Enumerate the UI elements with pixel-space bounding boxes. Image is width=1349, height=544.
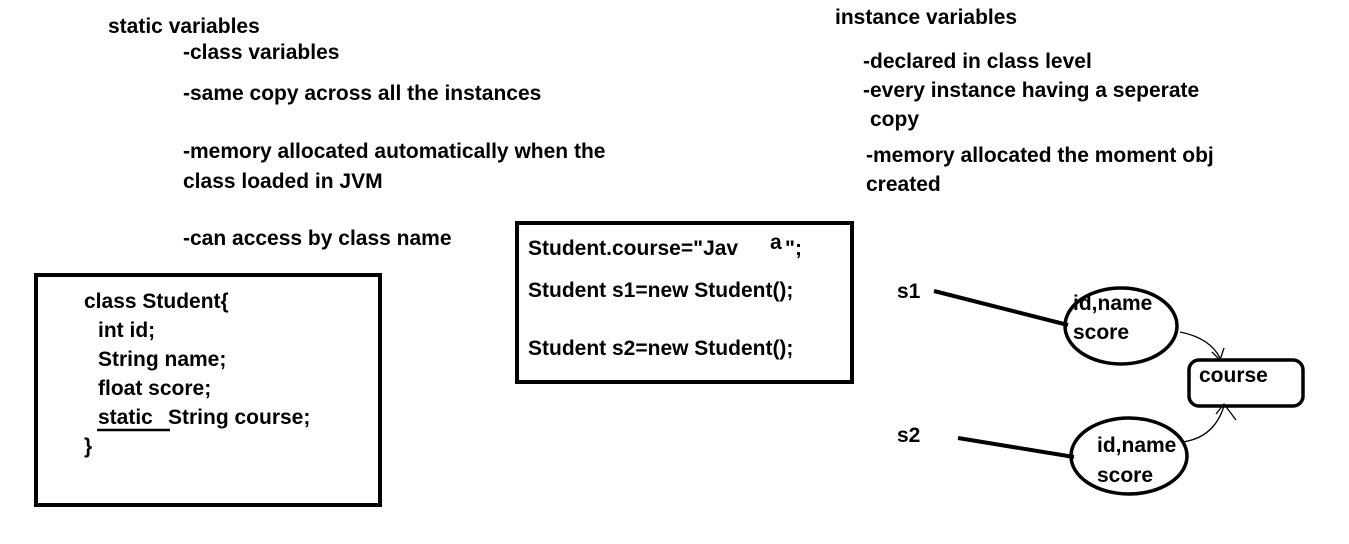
instance-bullet-memory-cont: created xyxy=(866,173,941,196)
usage-assign-part1: Student.course="Jav xyxy=(528,237,739,260)
course-label: course xyxy=(1199,364,1268,387)
s1-label: s1 xyxy=(897,280,921,303)
usage-assign-part3: "; xyxy=(785,237,802,260)
object1-fields-line2: score xyxy=(1073,321,1130,344)
s2-reference-line xyxy=(958,438,1074,457)
instance-bullet-separate-copy-cont: copy xyxy=(870,108,920,131)
code-class-declaration: class Student{ xyxy=(84,290,229,313)
s1-reference-line xyxy=(934,291,1068,325)
static-bullet-class-variables: -class variables xyxy=(183,41,340,64)
code-float-score: float score; xyxy=(98,377,212,400)
instance-bullet-separate-copy: -every instance having a seperate xyxy=(863,79,1200,102)
code-string-course: String course; xyxy=(168,406,311,429)
s2-label: s2 xyxy=(897,424,921,447)
object2-fields-line2: score xyxy=(1097,464,1154,487)
usage-s1-creation: Student s1=new Student(); xyxy=(528,279,794,302)
object1-fields-line1: id,name xyxy=(1073,292,1153,315)
code-string-name: String name; xyxy=(98,348,227,371)
static-bullet-access-by-class: -can access by class name xyxy=(183,227,452,250)
static-bullet-same-copy: -same copy across all the instances xyxy=(183,82,542,105)
static-bullet-memory-allocated: -memory allocated automatically when the xyxy=(183,140,606,163)
usage-assign-part2: a xyxy=(770,231,782,254)
object2-fields-line1: id,name xyxy=(1097,434,1177,457)
code-closing-brace: } xyxy=(84,435,93,458)
instance-variables-heading: instance variables xyxy=(835,6,1018,29)
instance-bullet-memory: -memory allocated the moment obj xyxy=(866,144,1214,167)
static-variables-heading: static variables xyxy=(108,15,260,38)
code-int-id: int id; xyxy=(98,319,156,342)
instance-bullet-declared: -declared in class level xyxy=(863,50,1092,73)
static-bullet-memory-allocated-cont: class loaded in JVM xyxy=(183,170,383,193)
code-static-keyword: static xyxy=(98,406,153,429)
usage-s2-creation: Student s2=new Student(); xyxy=(528,337,794,360)
